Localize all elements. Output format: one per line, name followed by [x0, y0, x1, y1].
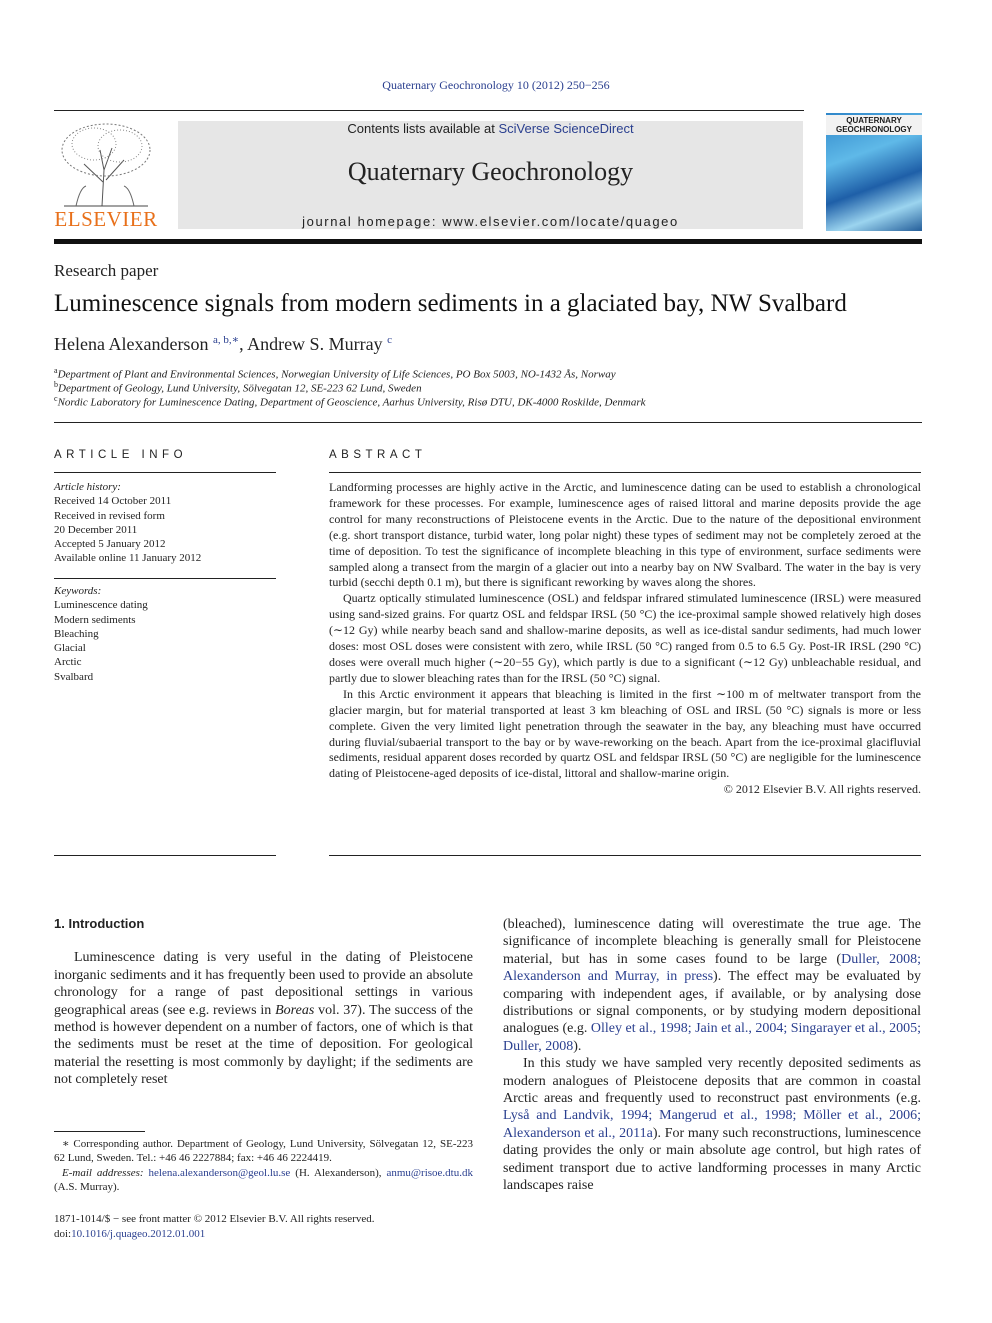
history-line: 20 December 2011 [54, 523, 138, 536]
keywords [54, 584, 276, 684]
right-column [503, 916, 921, 1195]
history-line: Available online 11 January 2012 [54, 552, 202, 565]
history-line: Accepted 5 January 2012 [54, 538, 166, 551]
affiliation-text: Department of Geology, Lund University, Sölvegatan 12, SE-223 62 Lund, Sweden [58, 382, 422, 395]
abstract-paragraph: Quartz optically stimulated luminescence (OSL) and feldspar infrared stimulated luminescence (IRSL) were measured using sand-sized grains. For quartz OSL and feldspar IRSL (50 °C) the ice-proximal sample showed relatively high doses (∼12 Gy) while nearby beach sand and shallow-marine deposits, as well as ice-distal sandur sediments, had much lower doses: most OSL doses were consistent with zero, while IRSL (50 °C) ranged from 0.5 to 6.5 Gy. Post-IR IRSL (290 °C) doses were overall much higher (∼20−55 Gy), which partly is due to a significant (∼12 Gy) unbleachable residual, and partly due to slower bleaching rates than for the IRSL (50 °C) signal. [329, 591, 921, 685]
footnote-rule [54, 1131, 145, 1132]
citation-link[interactable]: Duller, 2008; Alexanderson and Murray, in press [503, 951, 921, 985]
history-line: Received in revised form [54, 509, 165, 522]
article-info-rule [54, 472, 276, 473]
author-affil-mark[interactable]: c [387, 334, 392, 346]
author-name[interactable]: Andrew S. Murray [247, 334, 383, 354]
elsevier-logo[interactable] [54, 120, 158, 232]
text-run: ). For many such reconstructions, luminescence dating provides the only or main absolute age control, but high rates of sediment transport due to active landforming processes in many Arctic landscapes raise [503, 1125, 921, 1194]
journal-name-italic: Boreas [275, 1002, 315, 1018]
email-note [54, 1166, 473, 1195]
keywords-label: Keywords: [54, 585, 102, 597]
email-owner: (A.S. Murray). [54, 1181, 120, 1194]
text-run: vol. 37). The success of the method is however dependent on a number of factors, one of which is that the sediments must be reset at the time of deposition. For geological material the resetting is most commonly by daylight; if the sediments are not completely reset [54, 1002, 473, 1088]
author-separator: , [239, 334, 248, 354]
cover-title: QUATERNARY GEOCHRONOLOGY [826, 115, 922, 135]
abstract-heading: ABSTRACT [329, 449, 427, 461]
journal-banner [178, 121, 803, 229]
keywords-rule [54, 578, 276, 579]
author-list [54, 333, 392, 355]
affiliation-mark: b [54, 380, 58, 389]
text-run: Luminescence dating is very useful in the dating of Pleistocene inorganic sediments and it has frequently been used to provide an absolute chronology for a range of past depositional settings in various geographical areas (see e.g. reviews in [54, 950, 473, 1018]
issn-doi-block [54, 1212, 374, 1242]
affiliation [54, 394, 646, 409]
header-rule [54, 110, 804, 111]
issn-line: 1871-1014/$ − see front matter © 2012 Elsevier B.V. All rights reserved. [54, 1213, 375, 1225]
author-affil-mark[interactable]: a, b,∗ [212, 334, 240, 346]
text-run: ). [573, 1038, 582, 1054]
journal-homepage-link[interactable]: journal homepage: www.elsevier.com/locate/quageo [302, 214, 679, 229]
history-label: Article history: [54, 481, 121, 493]
left-column [54, 915, 473, 1089]
abstract-paragraph: Landforming processes are highly active in the Arctic, and luminescence dating can be used to establish a chronological framework for these processes. For example, luminescence ages of raised littoral and marine deposits provide the age control for many reconstructions of Pleistocene events in the Arctic. Due to the nature of the depositional environment (e.g. short transport distance, turbid water, long polar night) these types of sediment may not be completely zeroed at the time of deposition. To test the significance of incomplete bleaching in this type of environment, surface sediments were sampled along a transect from the margin of a glacier out into a nearby bay on NW Svalbard. The water in the bay is very turbid (secchi depth 0.1 m), but there is significant reworking by waves along the shores. [329, 480, 921, 590]
journal-title: Quaternary Geochronology [347, 157, 634, 186]
article-type: Research paper [54, 261, 159, 280]
text-run: In this study we have sampled very recently deposited sediments as modern analogues of Pleistocene deposits that are common in coastal Arctic areas and frequently used to reconstruct past environments (e.g. [503, 1056, 921, 1107]
header-divider [54, 239, 922, 244]
article-info-bottom-rule [54, 855, 276, 856]
email-owner: (H. Alexanderson), [290, 1166, 387, 1179]
doi-prefix: doi: [54, 1228, 72, 1240]
corresponding-author-note: ∗ Corresponding author. Department of Geology, Lund University, Sölvegatan 12, SE-223 62 Lund, Sweden. Tel.: +46 46 2227884; fax: +46 46 2224419. [54, 1138, 473, 1165]
citation-link[interactable]: Lyså and Landvik, 1994; Mangerud et al., 1998; Möller et al., 2006; Alexanderson et al., 2011a [503, 1108, 921, 1141]
email-link[interactable]: helena.alexanderson@geol.lu.se [148, 1166, 291, 1179]
intro-paragraph [503, 1055, 921, 1194]
affiliation-mark: a [54, 366, 58, 375]
affiliation-text: Nordic Laboratory for Luminescence Dating, Department of Geoscience, Aarhus University, Risø DTU, DK-4000 Roskilde, Denmark [57, 396, 646, 409]
keyword: Svalbard [54, 670, 94, 683]
contents-line [178, 121, 803, 136]
intro-paragraph [503, 916, 921, 1055]
affiliation-mark: c [54, 394, 58, 403]
keyword: Bleaching [54, 627, 99, 640]
copyright-notice: © 2012 Elsevier B.V. All rights reserved. [723, 782, 921, 797]
intro-paragraph [54, 949, 473, 1088]
sciencedirect-link[interactable]: SciVerse ScienceDirect [498, 121, 634, 136]
keyword: Arctic [54, 656, 82, 669]
affiliation [54, 380, 422, 395]
abstract-paragraph: In this Arctic environment it appears that bleaching is limited in the first ∼100 m of meltwater transport from the glacier margin, but for material transported at least 3 km bleaching of OSL and IRSL (50 °C) signals is more or less complete. Given the very limited light penetration through the seawater in the bay, any bleaching must have occurred during fluvial/subaerial transport to the bay or by wave-reworking on the beach. Apart from the ice-proximal glacifluvial sediments, residual apparent doses recorded by quartz OSL and feldspar IRSL (50 °C) are negligible for the luminescence dating of Pleistocene-aged deposits of ice-distal, littoral and shallow-marine origin. [329, 686, 921, 781]
doi-link[interactable]: 10.1016/j.quageo.2012.01.001 [71, 1228, 206, 1240]
abstract-rule [329, 472, 921, 473]
footnote [54, 1137, 473, 1195]
abstract-bottom-rule [329, 855, 921, 856]
section-heading: 1. Introduction [54, 916, 145, 931]
abstract-body [329, 480, 921, 798]
article-info-heading: ARTICLE INFO [54, 449, 188, 461]
journal-reference[interactable]: Quaternary Geochronology 10 (2012) 250−256 [382, 78, 610, 92]
affiliation [54, 366, 616, 381]
title-divider [54, 422, 922, 423]
citation-link[interactable]: Olley et al., 1998; Jain et al., 2004; Singarayer et al., 2005; Duller, 2008 [503, 1021, 922, 1054]
journal-cover-image[interactable] [826, 113, 922, 231]
elsevier-tree-icon [54, 120, 158, 208]
article-history [54, 480, 276, 566]
text-run: (bleached), luminescence dating will overestimate the true age. The significance of incomplete bleaching is generally small for Pleistocene material, but has in some cases found to be large ( [503, 917, 921, 967]
history-line: Received 14 October 2011 [54, 495, 172, 508]
keyword: Luminescence dating [54, 599, 148, 612]
article-title: Luminescence signals from modern sediments in a glaciated bay, NW Svalbard [54, 290, 847, 317]
text-run: ). The effect may be evaluated by comparing with independent ages, if available, or by analysing dose distributions or signal components, or by studying modern depositional analogues (e.g. [503, 969, 921, 1037]
keyword: Modern sediments [54, 613, 136, 626]
contents-prefix: Contents lists available at [347, 121, 499, 136]
keyword: Glacial [54, 642, 86, 655]
affiliation-text: Department of Plant and Environmental Sciences, Norwegian University of Life Sciences, PO Box 5003, NO-1432 Ås, Norway [57, 368, 616, 381]
email-label: E-mail addresses: [62, 1166, 144, 1179]
publisher-wordmark: ELSEVIER [54, 207, 158, 231]
author-name[interactable]: Helena Alexanderson [54, 334, 209, 354]
email-link[interactable]: anmu@risoe.dtu.dk [386, 1166, 473, 1179]
doi-line [54, 1227, 374, 1242]
